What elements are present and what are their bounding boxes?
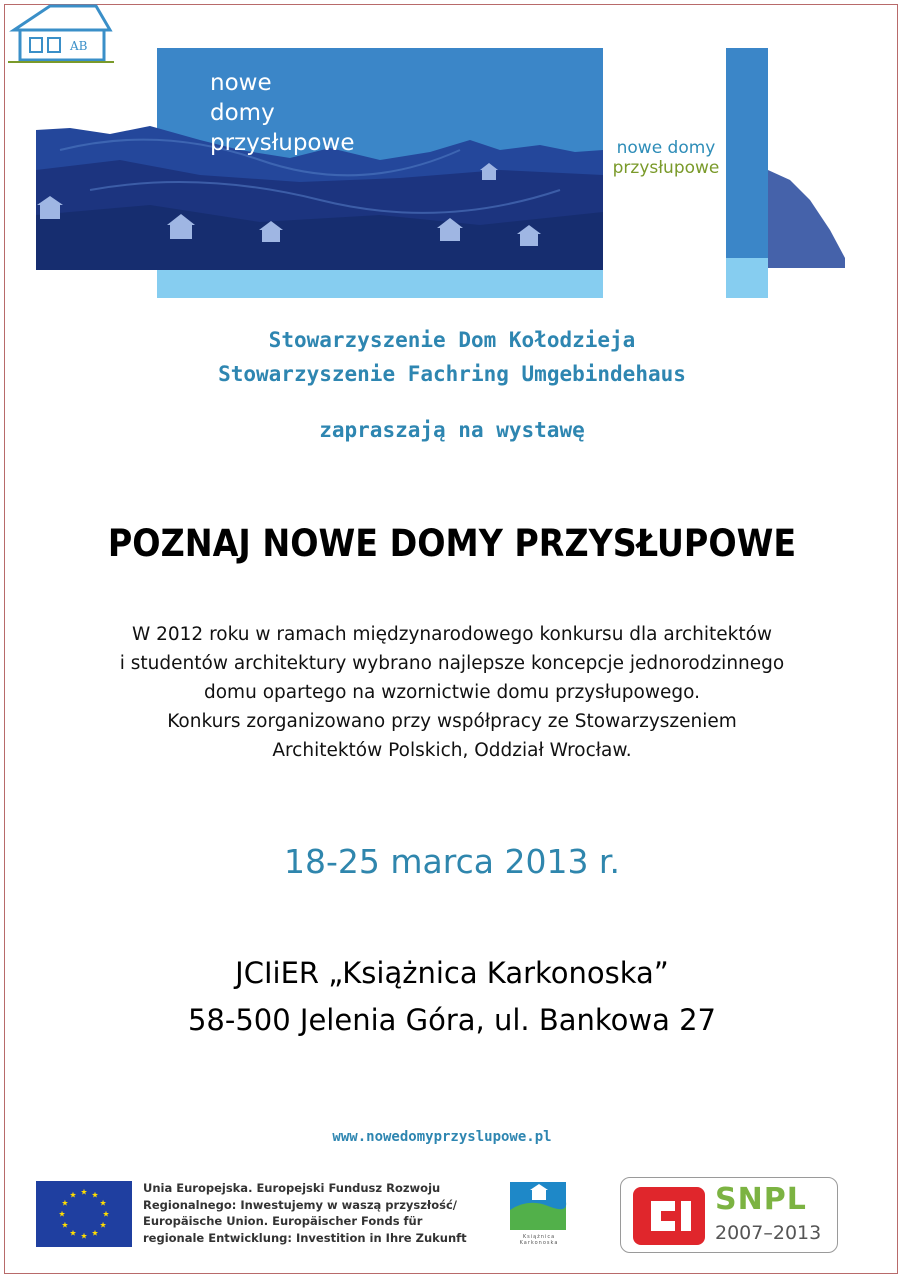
invitation-text: zapraszają na wystawę [319, 418, 585, 442]
banner-logo-text [606, 138, 726, 178]
ksiaznica-caption: Książnica Karkonoska [519, 1234, 559, 1246]
house-logo-icon [0, 0, 120, 66]
banner-title-line: przysłupowe [210, 130, 355, 156]
snpl-years: 2007–2013 [715, 1222, 822, 1244]
eu-text-line: Regionalnego: Inwestujemy w waszą przyszłość/ [143, 1197, 457, 1212]
venue-name: JCIiER „Książnica Karkonoska” [235, 956, 669, 990]
snpl-emblem-icon [631, 1185, 711, 1247]
snpl-logo [620, 1177, 838, 1253]
venue-address: 58-500 Jelenia Góra, ul. Bankowa 27 [187, 1003, 717, 1037]
logo-line-2: przysłupowe [612, 158, 720, 178]
description-line: W 2012 roku w ramach międzynarodowego konkursu dla architektów [131, 624, 773, 645]
snpl-name: SNPL [715, 1182, 807, 1217]
eu-text-line: regionale Entwicklung: Investition in Ihre Zukunft [143, 1230, 467, 1245]
exhibition-title: POZNAJ NOWE DOMY PRZYSŁUPOWE [107, 522, 797, 565]
description-line: Konkurs zorganizowano przy współpracy ze Stowarzyszeniem [167, 711, 737, 732]
house-letters: AB [70, 39, 88, 53]
logo-line-1: nowe domy [616, 138, 716, 158]
landscape-illustration [0, 0, 904, 310]
eu-funding-text [143, 1180, 473, 1246]
website-link[interactable]: www.nowedomyprzyslupowe.pl [332, 1129, 552, 1145]
banner-title [210, 68, 354, 158]
description-line: Architektów Polskich, Oddział Wrocław. [272, 740, 632, 761]
organizer-1: Stowarzyszenie Dom Kołodzieja [268, 328, 636, 352]
exhibition-date: 18-25 marca 2013 r. [284, 842, 620, 881]
banner-title-line: nowe [210, 70, 272, 96]
eu-flag-icon [36, 1181, 132, 1247]
eu-text-line: Unia Europejska. Europejski Fundusz Rozwoju [143, 1181, 441, 1195]
banner-title-line: domy [210, 100, 275, 126]
eu-text-line: Europäische Union. Europäischer Fonds für [143, 1214, 423, 1228]
description-line: i studentów architektury wybrano najlepsze koncepcje jednorodzinnego [119, 653, 785, 674]
description-line: domu opartego na wzornictwie domu przysłupowego. [204, 682, 700, 703]
description [60, 620, 844, 765]
header-banner [0, 0, 904, 310]
organizer-2: Stowarzyszenie Fachring Umgebindehaus [218, 362, 686, 386]
ksiaznica-logo-icon [508, 1180, 568, 1232]
